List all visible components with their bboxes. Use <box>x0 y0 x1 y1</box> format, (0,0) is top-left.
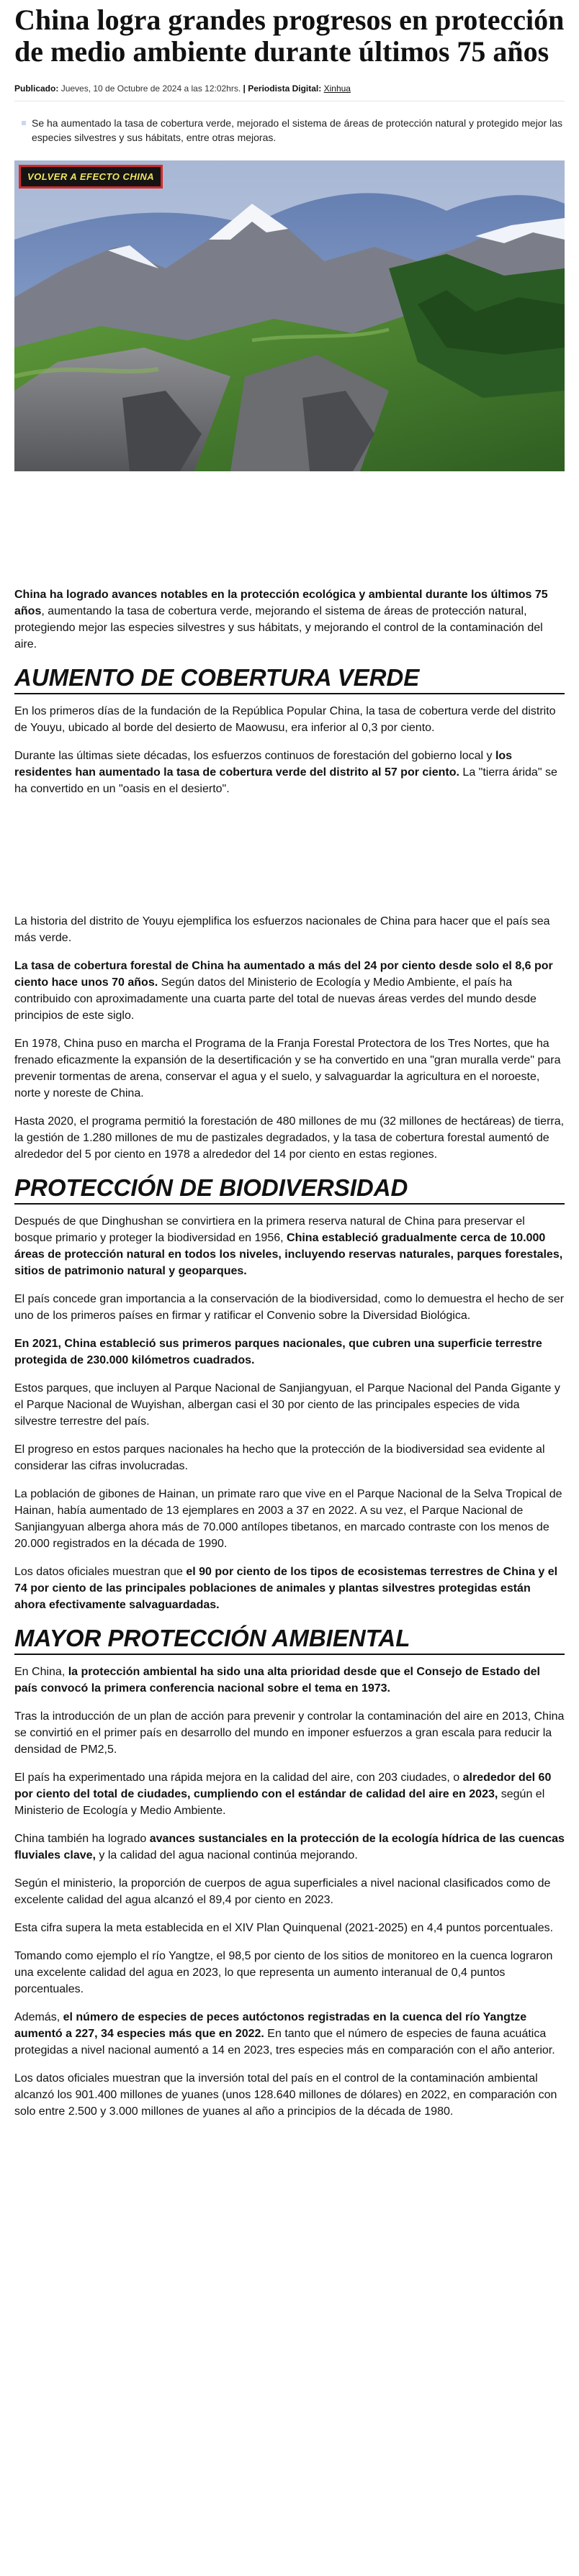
paragraph <box>14 1664 565 1697</box>
paragraph: El país concede gran importancia a la conservación de la biodiversidad, como lo demuestra el hecho de ser uno de los primeros países en firmar y ratificar el Convenio sobre la Diversidad Biológica. <box>14 1293 565 1322</box>
text: y la calidad del agua nacional continúa mejorando. <box>95 1849 358 1861</box>
paragraph: Tras la introducción de un plan de acción para prevenir y controlar la contaminación del aire en 2013, China se convirtió en el primer país en desarrollo del mundo en imponer esfuerzos a gran escala para reducir la densidad de PM2,5. <box>14 1710 565 1756</box>
text: En tanto que el número de especies de fauna acuática protegidas a nivel nacional aumentó a 14 en 2023, tres especies más en comparación con el año anterior. <box>14 2028 555 2056</box>
author-link[interactable]: Xinhua <box>323 83 351 94</box>
text-bold: el número de especies de peces autóctonos registradas en la cuenca del río Yangtze aumentó a 227, 34 especies más que en 2022. <box>14 2011 527 2040</box>
paragraph: Según el ministerio, la proporción de cuerpos de agua superficiales a nivel nacional clasificados como de excelente calidad del agua alcanzó el 89,4 por ciento en 2023. <box>14 1877 551 1906</box>
summary-list <box>14 116 565 145</box>
paragraph <box>14 1769 565 1819</box>
text: El país ha experimentado una rápida mejora en la calidad del aire, con 203 ciudades, o <box>14 1772 463 1784</box>
intro-paragraph <box>14 586 565 653</box>
published-date: Jueves, 10 de Octubre de 2024 a las 12:02hrs. <box>60 83 241 94</box>
mountain-landscape-image <box>14 160 565 471</box>
paragraph <box>14 1564 565 1613</box>
paragraph: Esta cifra supera la meta establecida en el XIV Plan Quinquenal (2021-2025) en 4,4 puntos porcentuales. <box>14 1922 554 1934</box>
spacer <box>14 471 565 586</box>
intro-text: , aumentando la tasa de cobertura verde, mejorando el sistema de áreas de protección natural, protegiendo mejor las especies silvestres y sus hábitats, y mejorando el control de la contaminación del aire. <box>14 605 543 650</box>
text-bold: En 2021, China estableció sus primeros parques nacionales, que cubren una superficie terrestre protegida de 230.000 kilómetros cuadrados. <box>14 1338 542 1366</box>
text: La "tierra árida" se ha convertido en un "oasis en el desierto". <box>14 766 557 795</box>
text: Después de que Dinghushan se convirtiera en la primera reserva natural de China para preservar el bosque primario y proteger la biodiversidad en 1956, <box>14 1215 525 1244</box>
section-heading-proteccion-ambiental: MAYOR PROTECCIÓN AMBIENTAL <box>14 1625 565 1655</box>
paragraph <box>14 958 565 1024</box>
paragraph: Tomando como ejemplo el río Yangtze, el 98,5 por ciento de los sitios de monitoreo en la cuenca lograron una excelente calidad del agua en 2023, lo que representa un aumento interanual de 0,4 puntos porcentuales. <box>14 1950 553 1995</box>
paragraph <box>14 1213 565 1279</box>
text-bold: la protección ambiental ha sido una alta prioridad desde que el Consejo de Estado del país convocó la primera conferencia nacional sobre el tema en 1973. <box>14 1666 540 1695</box>
paragraph: Estos parques, que incluyen al Parque Nacional de Sanjiangyuan, el Parque Nacional del Panda Gigante y el Parque Nacional de Wuyishan, albergan casi el 30 por ciento de las principales especies de vida silvestre terrestre del país. <box>14 1382 560 1428</box>
paragraph: La historia del distrito de Youyu ejemplifica los esfuerzos nacionales de China para hacer que el país sea más verde. <box>14 915 550 944</box>
paragraph: Hasta 2020, el programa permitió la forestación de 480 millones de mu (32 millones de hectáreas) de tierra, la gestión de 1.280 millones de mu de pastizales degradados, y la tasa de cobertura forestal aumentó de alrededor del 5 por ciento en 1978 a alrededor del 14 por ciento en estas regiones. <box>14 1115 565 1161</box>
spacer <box>14 809 565 913</box>
section-heading-biodiversidad: PROTECCIÓN DE BIODIVERSIDAD <box>14 1174 565 1205</box>
text-bold: alrededor del 60 por ciento del total de ciudades, cumpliendo con el estándar de calidad del aire en 2023, <box>14 1772 552 1800</box>
text: Según datos del Ministerio de Ecología y Medio Ambiente, el país ha contribuido con aproximadamente una cuarta parte del total de nuevas áreas verdes del mundo desde principios de este siglo. <box>14 976 537 1022</box>
author-label: Periodista Digital: <box>248 83 322 94</box>
text: Durante las últimas siete décadas, los esfuerzos continuos de forestación del gobierno local y <box>14 750 495 762</box>
article-title: China logra grandes progresos en protección de medio ambiente durante últimos 75 años <box>14 4 565 68</box>
meta-separator: | <box>243 83 246 94</box>
text-bold: avances sustanciales en la protección de la ecología hídrica de las cuencas fluviales clave, <box>14 1833 565 1861</box>
paragraph: Los datos oficiales muestran que la inversión total del país en el control de la contaminación ambiental alcanzó los 901.400 millones de yuanes (unos 128.640 millones de dólares) en 2022, en comparación con solo entre 2.500 y 3.000 millones de yuanes al año a principios de la década de 1980. <box>14 2072 557 2118</box>
paragraph: En 1978, China puso en marcha el Programa de la Franja Forestal Protectora de los Tres Nortes, que ha frenado eficazmente la expansión de la desertificación y se ha convertido en una "gran muralla verde" para prevenir tormentas de arena, conservar el agua y el suelo, y salvaguardar la agricultura en el noroeste, norte y noreste de China. <box>14 1038 561 1099</box>
text-bold: China estableció gradualmente cerca de 10.000 áreas de protección natural en todos los niveles, incluyendo reservas naturales, parques forestales, sitios de patrimonio natural y geoparques. <box>14 1232 563 1277</box>
section-heading-cobertura: AUMENTO DE COBERTURA VERDE <box>14 664 565 694</box>
text: Los datos oficiales muestran que <box>14 1566 187 1578</box>
paragraph: El progreso en estos parques nacionales ha hecho que la protección de la biodiversidad sea evidente al considerar las cifras involucradas. <box>14 1443 545 1472</box>
summary-item: Se ha aumentado la tasa de cobertura verde, mejorado el sistema de áreas de protección natural y protegido mejor las especies silvestres y sus hábitats, entre otras mejoras. <box>22 116 565 145</box>
published-label: Publicado: <box>14 83 59 94</box>
paragraph <box>14 1831 565 1864</box>
text: Además, <box>14 2011 63 2023</box>
paragraph: La población de gibones de Hainan, un primate raro que vive en el Parque Nacional de la Selva Tropical de Hainan, había aumentado de 13 ejemplares en 2003 a 37 en 2022. A su vez, el Parque Nacional de Sanjiangyuan alberga ahora más de 70.000 antílopes tibetanos, en marcado contraste con los menos de 20.000 registrados en la década de 1990. <box>14 1488 562 1550</box>
text-bold: el 90 por ciento de los tipos de ecosistemas terrestres de China y el 74 por ciento de las principales poblaciones de animales y plantas silvestres protegidas están ahora efectivamente salvaguardadas. <box>14 1566 558 1611</box>
text: según el Ministerio de Ecología y Medio Ambiente. <box>14 1788 545 1817</box>
paragraph <box>14 2009 565 2059</box>
article-body <box>14 586 565 2120</box>
text-bold: La tasa de cobertura forestal de China ha aumentado a más del 24 por ciento desde solo el 8,6 por ciento hace unos 70 años. <box>14 960 553 989</box>
text: China también ha logrado <box>14 1833 150 1845</box>
article-meta <box>14 83 565 101</box>
hero-image <box>14 160 565 471</box>
paragraph <box>14 1335 565 1369</box>
back-to-section-tag[interactable]: VOLVER A EFECTO CHINA <box>19 165 163 189</box>
intro-bold: China ha logrado avances notables en la protección ecológica y ambiental durante los últimos 75 años <box>14 589 548 617</box>
paragraph: En los primeros días de la fundación de la República Popular China, la tasa de cobertura verde del distrito de Youyu, ubicado al borde del desierto de Maowusu, era inferior al 0,3 por ciento. <box>14 705 556 734</box>
text: En China, <box>14 1666 68 1678</box>
text-bold: los residentes han aumentado la tasa de cobertura verde del distrito al 57 por ciento. <box>14 750 513 779</box>
paragraph <box>14 748 565 797</box>
